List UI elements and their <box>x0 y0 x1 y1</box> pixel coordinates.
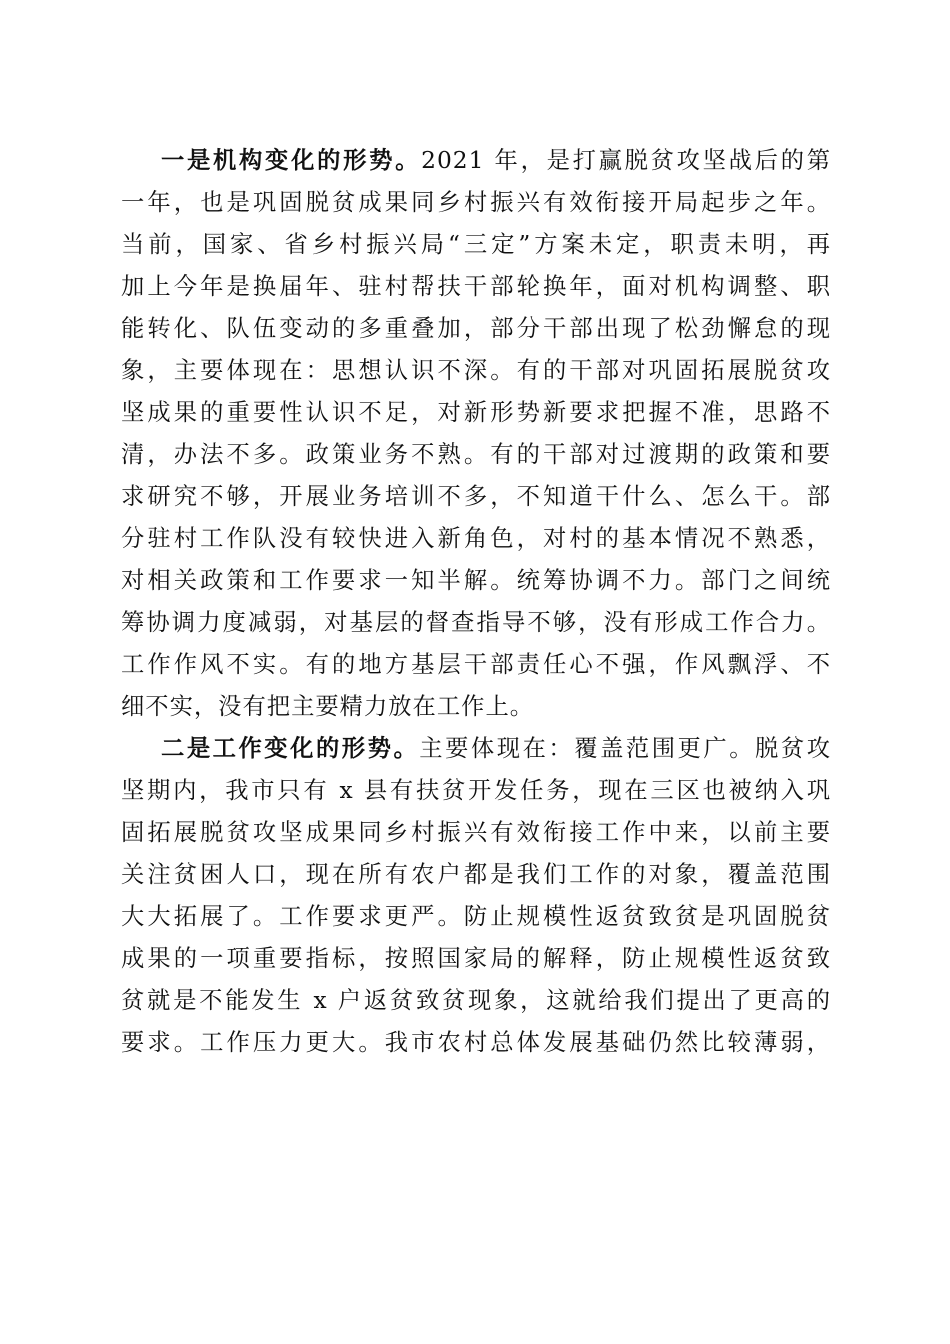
paragraph-1-line: 加上今年是换届年、驻村帮扶干部轮换年，面对机构调整、职 <box>121 273 831 300</box>
paragraph-1-lead: 一是机构变化的形势。 <box>161 147 422 174</box>
paragraph-2-line-1-text: 主要体现在：覆盖范围更广。脱贫攻 <box>419 735 831 762</box>
paragraph-2-line: 大大拓展了。工作要求更严。防止规模性返贫致贫是巩固脱贫 <box>121 903 831 930</box>
paragraph-2-line: 固拓展脱贫攻坚成果同乡村振兴有效衔接工作中来，以前主要 <box>121 819 831 846</box>
paragraph-1-line: 对相关政策和工作要求一知半解。统筹协调不力。部门之间统 <box>121 567 831 594</box>
paragraph-2-line: 成果的一项重要指标，按照国家局的解释，防止规模性返贫致 <box>121 945 831 972</box>
paragraph-2-line-1 <box>121 728 831 770</box>
paragraph-1-line: 工作作风不实。有的地方基层干部责任心不强，作风飘浮、不 <box>121 651 831 678</box>
paragraph-2-line: 坚期内，我市只有 x 县有扶贫开发任务，现在三区也被纳入巩 <box>121 777 831 804</box>
paragraph-2-line: 贫就是不能发生 x 户返贫致贫现象，这就给我们提出了更高的 <box>121 987 831 1014</box>
paragraph-1-line: 分驻村工作队没有较快进入新角色，对村的基本情况不熟悉， <box>121 525 831 552</box>
paragraph-1-line: 当前，国家、省乡村振兴局“三定”方案未定，职责未明，再 <box>121 231 831 258</box>
paragraph-2-line: 要求。工作压力更大。我市农村总体发展基础仍然比较薄弱， <box>121 1029 831 1056</box>
paragraph-1-line: 坚成果的重要性认识不足，对新形势新要求把握不准，思路不 <box>121 399 831 426</box>
paragraph-1-line-1 <box>121 140 831 182</box>
paragraph-1-line: 能转化、队伍变动的多重叠加，部分干部出现了松劲懈怠的现 <box>121 315 831 342</box>
paragraph-1-line-1-text: 2021 年，是打赢脱贫攻坚战后的第 <box>421 147 832 174</box>
paragraph-2-lead: 二是工作变化的形势。 <box>161 735 420 762</box>
paragraph-1-line: 求研究不够，开展业务培训不多，不知道干什么、怎么干。部 <box>121 483 831 510</box>
paragraph-1-line: 象，主要体现在：思想认识不深。有的干部对巩固拓展脱贫攻 <box>121 357 831 384</box>
paragraph-1-line: 清，办法不多。政策业务不熟。有的干部对过渡期的政策和要 <box>121 441 831 468</box>
document-body <box>121 140 831 1064</box>
paragraph-1-line: 筹协调力度减弱，对基层的督查指导不够，没有形成工作合力。 <box>121 609 831 636</box>
paragraph-1-line: 细不实，没有把主要精力放在工作上。 <box>121 693 535 720</box>
paragraph-2-line: 关注贫困人口，现在所有农户都是我们工作的对象，覆盖范围 <box>121 861 831 888</box>
paragraph-1-line: 一年，也是巩固脱贫成果同乡村振兴有效衔接开局起步之年。 <box>121 189 831 216</box>
